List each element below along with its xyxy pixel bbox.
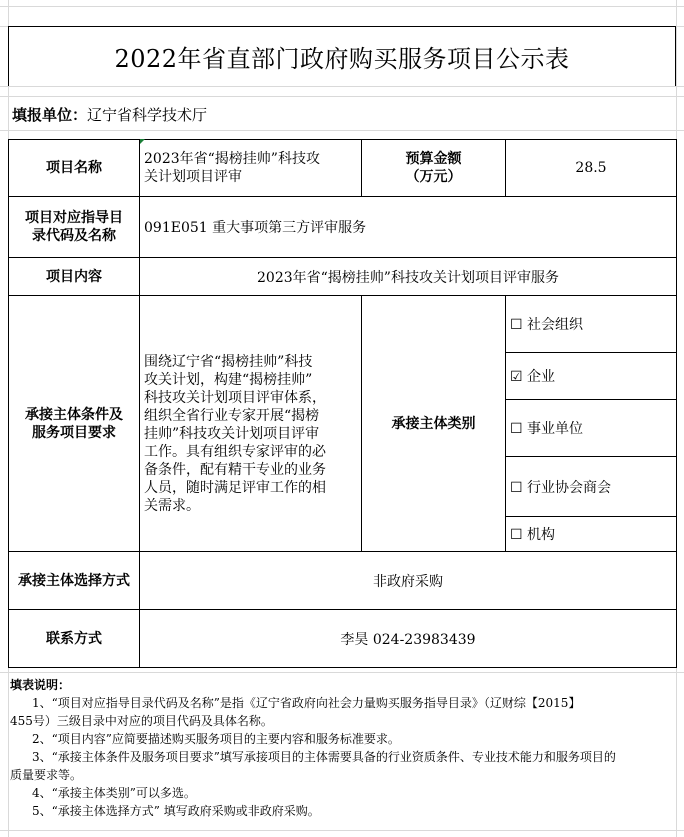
option-public-institution[interactable] [506,400,677,457]
catalog-value: 091E051 重大事项第三方评审服务 [140,197,677,258]
row-contact [9,610,677,668]
project-name-line: 关计划项目评审 [144,169,242,185]
catalog-label-line: 录代码及名称 [32,228,116,244]
contact-value: 李昊 024-23983439 [140,610,677,668]
filling-instructions [10,676,674,820]
project-name-line: 2023年省“揭榜挂帅”科技攻 [144,151,320,167]
catalog-label-line: 项目对应指导目 [25,210,123,226]
option-agency[interactable] [506,517,677,552]
entity-type-label: 承接主体类别 [362,296,506,552]
checked-checkbox-icon[interactable]: ☑ [510,369,523,385]
budget-label-line: 预算金额 [405,151,462,167]
content-value: 2023年省“揭榜挂帅”科技攻关计划项目评审服务 [140,258,677,296]
requirements-label-line: 承接主体条件及 [25,406,123,423]
checkbox-icon[interactable]: ☐ [510,479,523,496]
catalog-label [9,197,140,258]
note-1: 1、“项目对应指导目录代码及名称”是指《辽宁省政府向社会力量购买服务指导目录》（辽财综【2015】 [32,696,581,710]
reporting-unit-value: 辽宁省科学技术厅 [87,106,208,124]
row-selection [9,552,677,610]
note-2: 2、“项目内容”应简要描述购买服务项目的主要内容和服务标准要求。 [32,732,400,746]
content-label: 项目内容 [9,258,140,296]
option-label: 企业 [527,369,556,385]
checkbox-icon[interactable]: ☐ [510,527,523,543]
note-1-continued: 455号）三级目录中对应的项目代码及具体名称。 [10,714,273,728]
option-social-org[interactable] [506,296,677,353]
reporting-unit-label: 填报单位： [12,106,88,124]
project-table [8,139,677,668]
option-label: 事业单位 [527,421,584,437]
row-content [9,258,677,296]
requirements-line: 工作。具有组织专家评审的必 [144,443,326,460]
project-name-value [140,140,362,197]
option-label: 机构 [527,527,556,543]
reporting-unit [12,104,207,125]
note-5: 5、“承接主体选择方式” 填写政府采购或非政府采购。 [32,804,320,818]
option-label: 社会组织 [527,317,584,333]
requirements-line: 关需求。 [144,497,200,514]
checkbox-icon[interactable]: ☐ [510,421,523,437]
row-requirements [9,296,677,353]
note-4: 4、“承接主体类别”可以多选。 [32,786,196,800]
budget-label-line: （万元） [405,169,462,185]
requirements-line: 备条件，配有精干专业的业务 [144,461,326,478]
page-title: 2022年省直部门政府购买服务项目公示表 [8,26,676,86]
requirements-label [9,296,140,552]
contact-label: 联系方式 [9,610,140,668]
notes-heading: 填表说明： [10,678,71,692]
requirements-line: 科技攻关计划项目评审体系， [144,389,326,406]
budget-label [362,140,506,197]
requirements-line: 攻关计划，构建“揭榜挂帅” [144,371,313,388]
row-catalog [9,197,677,258]
selection-value: 非政府采购 [140,552,677,610]
option-enterprise[interactable] [506,353,677,400]
selection-label: 承接主体选择方式 [9,552,140,610]
option-label: 行业协会商会 [527,479,612,496]
row-project-name [9,140,677,197]
requirements-label-line: 服务项目要求 [32,424,116,441]
requirements-value [140,296,362,552]
checkbox-icon[interactable]: ☐ [510,317,523,333]
budget-value: 28.5 [506,140,677,197]
cell-comment-marker [140,139,145,144]
project-name-label: 项目名称 [9,140,140,197]
option-industry-association[interactable] [506,457,677,517]
requirements-line: 围绕辽宁省“揭榜挂帅”科技 [144,353,313,370]
requirements-line: 挂帅”科技攻关计划项目评审 [144,425,320,442]
note-3: 3、“承接主体条件及服务项目要求”填写承接项目的主体需要具备的行业资质条件、专业技术能力和服务项目的 [32,750,616,764]
requirements-line: 人员，随时满足评审工作的相 [144,479,326,496]
requirements-line: 组织全省行业专家开展“揭榜 [144,407,320,424]
note-3-continued: 质量要求等。 [10,768,83,782]
